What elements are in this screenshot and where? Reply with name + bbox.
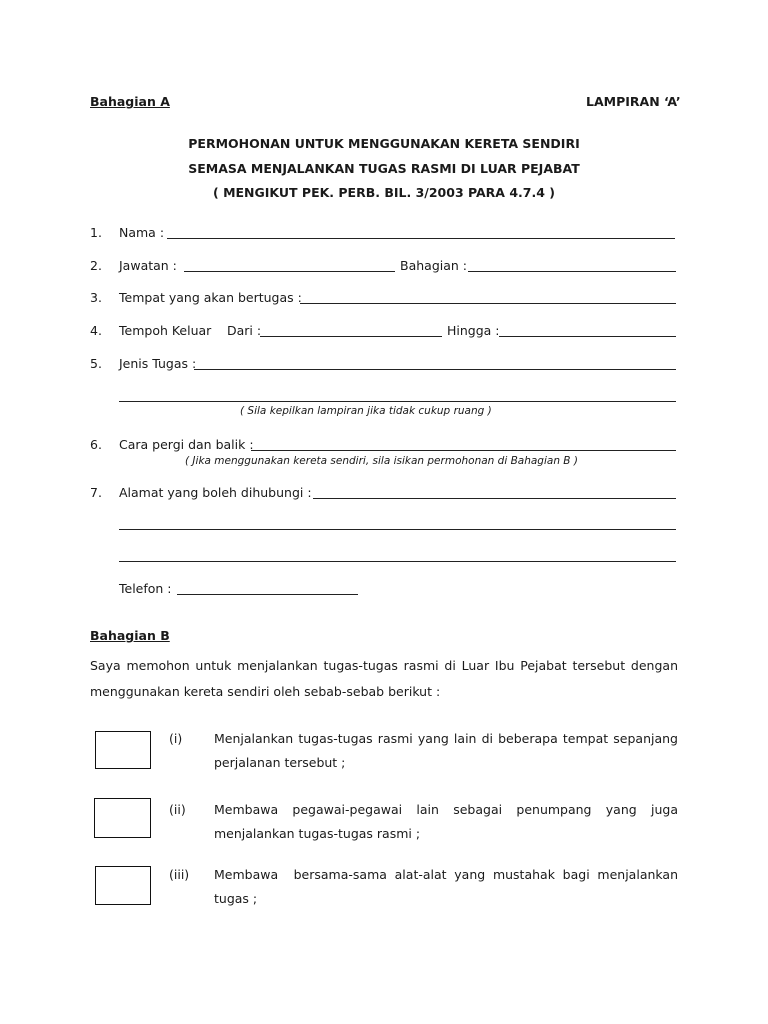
reason-number-i: (i) [169,731,183,746]
reason-i-line1: Menjalankan tugas-tugas rasmi yang lain di beberapa tempat sepanjang [214,731,678,746]
checkbox-i[interactable] [95,731,151,769]
item-number: 2. [90,258,102,273]
note-lampiran: ( Sila kepilkan lampiran jika tidak cukup ruang ) [240,405,492,417]
jawatan-field[interactable] [184,271,395,272]
reason-iii-line1: Membawa bersama-sama alat-alat yang mustahak bagi menjalankan [214,867,678,882]
alamat-label: Alamat yang boleh dihubungi : [119,485,312,500]
cara-field[interactable] [251,450,676,451]
hingga-label: Hingga : [447,323,500,338]
form-title-line1: PERMOHONAN UNTUK MENGGUNAKAN KERETA SENDIRI [188,136,580,151]
dari-field[interactable] [260,336,442,337]
lampiran-label: LAMPIRAN ‘A’ [586,94,681,109]
reason-iii-line2: tugas ; [214,891,258,906]
alamat-field-3[interactable] [119,561,676,562]
bahagian-label: Bahagian : [400,258,467,273]
section-a-heading: Bahagian A [90,94,170,109]
checkbox-ii[interactable] [94,798,151,838]
item-number: 3. [90,290,102,305]
note-bahagian-b: ( Jika menggunakan kereta sendiri, sila isikan permohonan di Bahagian B ) [185,455,578,467]
section-b-heading: Bahagian B [90,628,170,643]
alamat-field-2[interactable] [119,529,676,530]
nama-label: Nama : [119,225,165,240]
hingga-field[interactable] [499,336,676,337]
cara-label: Cara pergi dan balik : [119,437,254,452]
section-b-intro-line1: Saya memohon untuk menjalankan tugas-tugas rasmi di Luar Ibu Pejabat tersebut dengan [90,658,678,673]
reason-number-iii: (iii) [169,867,190,882]
reason-number-ii: (ii) [169,802,186,817]
jenis-label: Jenis Tugas : [119,356,197,371]
reason-ii-line2: menjalankan tugas-tugas rasmi ; [214,826,421,841]
tempat-field[interactable] [300,303,676,304]
reason-i-line2: perjalanan tersebut ; [214,755,346,770]
item-number: 5. [90,356,102,371]
nama-field[interactable] [167,238,675,239]
item-number: 7. [90,485,102,500]
alamat-field-1[interactable] [313,498,676,499]
tempoh-label: Tempoh Keluar [119,323,212,338]
form-title-line3: ( MENGIKUT PEK. PERB. BIL. 3/2003 PARA 4.7.4 ) [213,185,555,200]
telefon-label: Telefon : [119,581,172,596]
bahagian-field[interactable] [468,271,676,272]
item-number: 1. [90,225,102,240]
tempat-label: Tempat yang akan bertugas : [119,290,302,305]
jawatan-label: Jawatan : [119,258,177,273]
item-number: 6. [90,437,102,452]
telefon-field[interactable] [177,594,358,595]
checkbox-iii[interactable] [95,866,151,905]
form-title-line2: SEMASA MENJALANKAN TUGAS RASMI DI LUAR PEJABAT [188,161,580,176]
dari-label: Dari : [227,323,262,338]
section-b-intro-line2: menggunakan kereta sendiri oleh sebab-sebab berikut : [90,684,441,699]
jenis-field[interactable] [194,369,676,370]
item-number: 4. [90,323,102,338]
reason-ii-line1: Membawa pegawai-pegawai lain sebagai penumpang yang juga [214,802,678,817]
jenis-field-extra[interactable] [119,401,676,402]
